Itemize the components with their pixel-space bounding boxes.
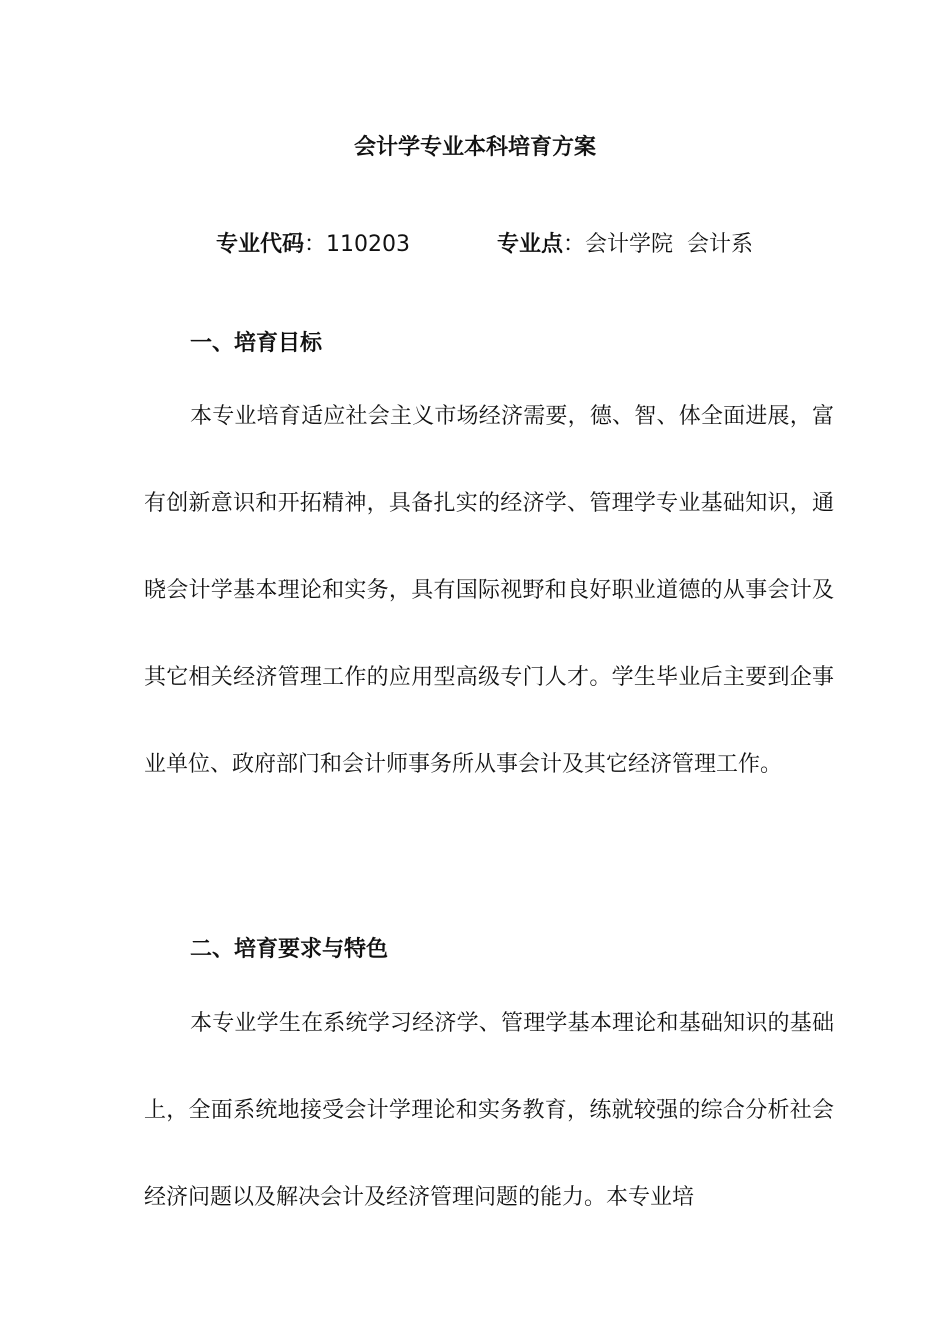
major-code-value: 110203	[326, 232, 411, 257]
section-heading-requirements: 二、培育要求与特色	[190, 937, 389, 962]
major-department-value: 会计学院 会计系	[585, 232, 754, 257]
section-paragraph-requirements: 本专业学生在系统学习经济学、管理学基本理论和基础知识的基础上，全面系统地接受会计学理论和实务教育，练就较强的综合分析社会经济问题以及解决会计及经济管理问题的能力。本专业培	[144, 1011, 834, 1210]
section-paragraph-objectives: 本专业培育适应社会主义市场经济需要，德、智、体全面进展，富有创新意识和开拓精神，具备扎实的经济学、管理学专业基础知识，通晓会计学基本理论和实务，具有国际视野和良好职业道德的从事会计及其它相关经济管理工作的应用型高级专门人才。学生毕业后主要到企事业单位、政府部门和会计师事务所从事会计及其它经济管理工作。	[144, 404, 834, 777]
major-department	[497, 229, 753, 261]
major-code	[216, 229, 410, 261]
section-heading-objectives: 一、培育目标	[190, 331, 323, 356]
major-department-label: 专业点	[497, 232, 564, 257]
major-code-label: 专业代码	[216, 232, 305, 257]
document-title: 会计学专业本科培育方案	[353, 135, 596, 160]
major-code-separator: ：	[304, 232, 327, 257]
major-department-separator: ：	[563, 232, 586, 257]
